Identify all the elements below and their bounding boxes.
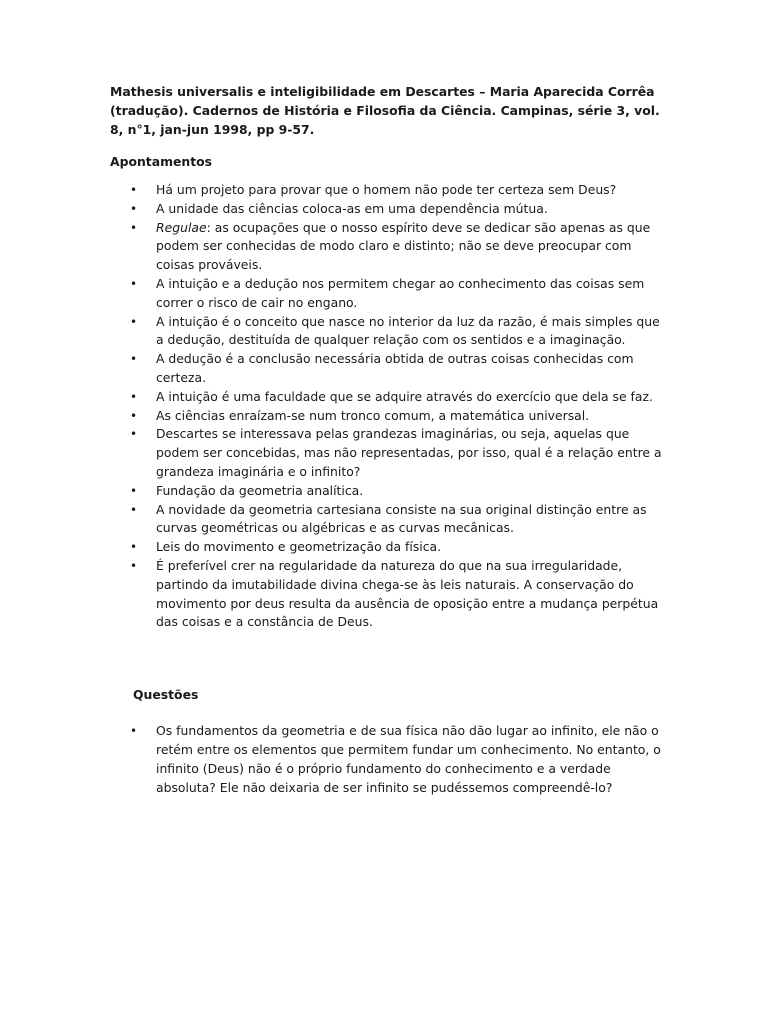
list-item-text: É preferível crer na regularidade da natureza do que na sua irregularidade, partindo da imutabilidade divina chega-se às leis naturais. A conservação do movimento por deus resulta da ausência de oposição entre a mudança perpétua das coisas e a constância de Deus. bbox=[156, 557, 659, 630]
bullet-icon: • bbox=[130, 724, 138, 739]
bullet-icon: • bbox=[130, 352, 138, 367]
list-item-text: Fundação da geometria analítica. bbox=[156, 482, 364, 498]
section-heading-questoes: Questões bbox=[133, 687, 199, 703]
list-item-text: Leis do movimento e geometrização da física. bbox=[156, 539, 442, 555]
list-item-text: Há um projeto para provar que o homem não pode ter certeza sem Deus? bbox=[156, 182, 617, 197]
list-item bbox=[110, 557, 666, 632]
bullet-icon: • bbox=[130, 220, 138, 235]
list-item bbox=[110, 219, 666, 275]
list-item bbox=[110, 407, 666, 426]
list-item-text: Descartes se interessava pelas grandezas imaginárias, ou seja, aquelas que podem ser concebidas, mas não representadas, por isso, qual é a relação entre a grandeza imaginária e o infinito? bbox=[156, 426, 662, 479]
bullet-icon: • bbox=[130, 427, 138, 442]
list-item-text: : as ocupações que o nosso espírito deve se dedicar são apenas as que podem ser conhecidas de modo claro e distinto; não se deve preocupar com coisas prováveis. bbox=[156, 219, 651, 273]
list-item bbox=[110, 501, 666, 539]
list-item bbox=[110, 350, 666, 388]
bullet-icon: • bbox=[130, 183, 138, 197]
bullet-icon: • bbox=[130, 502, 138, 517]
bullet-icon: • bbox=[130, 276, 138, 291]
list-item-text: A intuição é uma faculdade que se adquire através do exercício que dela se faz. bbox=[156, 388, 653, 404]
list-item-text: A novidade da geometria cartesiana consiste na sua original distinção entre as curvas geométricas ou algébricas e as curvas mecânicas. bbox=[156, 501, 647, 536]
bullet-icon: • bbox=[130, 389, 138, 404]
citation: Mathesis universalis e inteligibilidade em Descartes – Maria Aparecida Corrêa (tradução). Cadernos de História e Filosofia da Ciência. Campinas, série 3, vol. 8, n°1, jan-jun 1998, pp 9-57. bbox=[110, 84, 660, 137]
list-item bbox=[110, 538, 666, 557]
apontamentos-list bbox=[110, 181, 660, 632]
list-item bbox=[110, 313, 666, 351]
list-item bbox=[110, 388, 666, 407]
bullet-icon: • bbox=[130, 483, 138, 498]
list-item bbox=[110, 425, 666, 481]
bullet-icon: • bbox=[130, 201, 138, 216]
bullet-icon: • bbox=[130, 314, 138, 329]
list-item-text: A unidade das ciências coloca-as em uma dependência mútua. bbox=[156, 200, 548, 216]
list-item bbox=[110, 275, 666, 313]
list-item-text: Os fundamentos da geometria e de sua física não dão lugar ao infinito, ele não o retém entre os elementos que permitem fundar um conhecimento. No entanto, o infinito (Deus) não é o próprio fundamento do conhecimento e a verdade absoluta? Ele não deixaria de ser infinito se pudéssemos compreendê-lo? bbox=[156, 723, 661, 795]
list-item-text: A intuição é o conceito que nasce no interior da luz da razão, é mais simples que a dedução, destituída de qualquer relação com os sentidos e a imaginação. bbox=[156, 313, 660, 348]
section-heading-apontamentos: Apontamentos bbox=[110, 154, 213, 169]
list-item-text: As ciências enraízam-se num tronco comum, a matemática universal. bbox=[156, 407, 590, 423]
italic-term: Regulae bbox=[156, 219, 207, 235]
list-item bbox=[110, 722, 666, 797]
list-item-text: A dedução é a conclusão necessária obtida de outras coisas conhecidas com certeza. bbox=[156, 351, 634, 385]
bullet-icon: • bbox=[130, 558, 138, 573]
list-item bbox=[110, 181, 666, 200]
list-item-text: A intuição e a dedução nos permitem chegar ao conhecimento das coisas sem correr o risco de cair no engano. bbox=[156, 275, 645, 310]
list-item bbox=[110, 200, 666, 219]
questoes-list bbox=[110, 722, 660, 797]
list-item bbox=[110, 482, 666, 501]
bullet-icon: • bbox=[130, 540, 138, 555]
bullet-icon: • bbox=[130, 408, 138, 423]
